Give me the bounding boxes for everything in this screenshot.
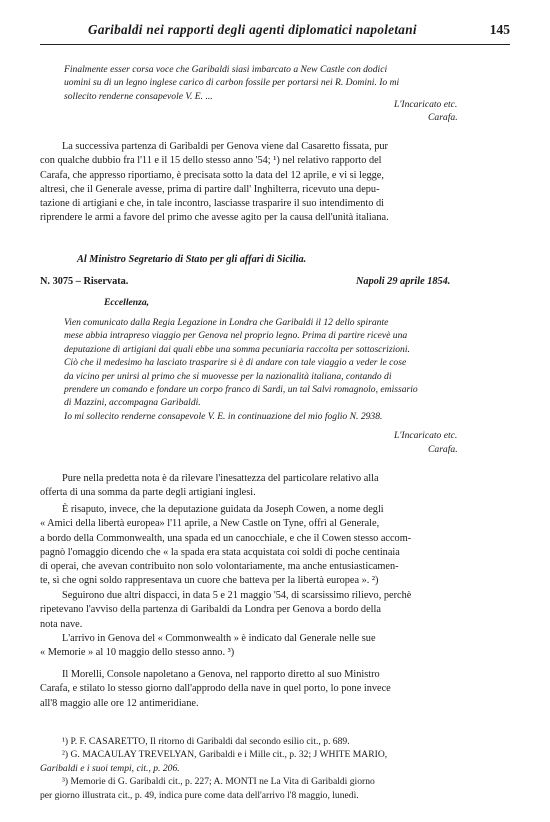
page-header [40,22,510,45]
text-line: L'arrivo in Genova del « Commonwealth » è indicato dal Generale nelle sue [62,633,376,644]
dispatch-number: N. 3075 – Riservata. [40,276,129,287]
body-paragraph [40,472,506,501]
dispatch-line: deputazione di artigiani dai quali ebbe una somma pecuniaria raccolta per sottoscrizioni. [64,343,410,355]
footnote-3-cont: per giorno illustrata cit., p. 49, indica pure come data dell'arrivo l'8 maggio, lunedì. [40,789,359,801]
footnote-1: ¹) P. F. CASARETTO, Il ritorno di Garibaldi dal secondo esilio cit., p. 689. [62,736,350,747]
dispatch-text [64,316,508,423]
text-line: pagnò l'omaggio dicendo che « la spada era stata acquistata coi soldi di poche centinaia [40,546,400,558]
text-line: Pure nella predetta nota è da rilevare l'inesattezza del particolare relativo alla [62,473,379,484]
text-line: a bordo della Commonwealth, una spada ed un canocchiale, e che il Cowen stesso accom- [40,532,412,544]
text-line: Carafa, e stilato lo stesso giorno dall'approdo della nave in quel porto, lo pone invece [40,683,391,695]
text-line: « Memorie » al 10 maggio dello stesso anno. ³) [40,647,235,659]
text-line: ripetevano l'avviso della partenza di Garibaldi da Londra per Genova a bordo della [40,604,381,616]
text-line: tazione di artigiani e che, in tale incontro, lasciasse trasparire il suo intendimento di [40,198,384,210]
dispatch-place-date: Napoli 29 aprile 1854. [356,276,451,287]
text-line: riprendere le armi a favore del primo che avesse agito per la causa dell'unità italiana. [40,212,389,224]
body-paragraph [40,140,506,226]
running-title: Garibaldi nei rapporti degli agenti diplomatici napoletani [88,22,417,37]
text-line: con qualche dubbio fra l'11 e il 15 dello stesso anno '54; ¹) nel relativo rapporto del [40,155,382,167]
text-line: « Amici della libertà europea» l'11 aprile, a New Castle on Tyne, offrì al Generale, [40,518,380,530]
footnotes [40,735,506,802]
quote-line: uomini su di un legno inglese carico di carbon fossile per portarsi nei R. Domini. Io mi [64,77,400,89]
text-line: Carafa, che appresso riportiamo, è precisata sotto la data del 12 aprile, e vi si legge, [40,169,384,181]
dispatch-addressee: Al Ministro Segretario di Stato per gli affari di Sicilia. [77,254,307,265]
dispatch-line: mese abbia intrapreso viaggio per Genova nel proprio legno. Prima di partire ricevè una [64,330,408,342]
body-paragraph [40,668,506,711]
dispatch-line: di Mazzini, accompagna Garibaldi. [64,397,201,409]
footnote-2-cont: Garibaldi e i suoi tempi, cit., p. 206. [40,762,180,774]
text-line: nota nave. [40,618,83,630]
dispatch-signature-name: Carafa. [428,444,458,455]
body-paragraph [40,632,506,661]
dispatch-line: Io mi sollecito renderne consapevole V. E. in continuazione del mio foglio N. 2938. [64,410,383,422]
text-line: È risaputo, invece, che la deputazione guidata da Joseph Cowen, a nome degli [62,504,384,515]
footnote-3: ³) Memorie di G. Garibaldi cit., p. 227; A. MONTI ne La Vita di Garibaldi giorno [62,776,375,788]
footnote-2: ²) G. MACAULAY TREVELYAN, Garibaldi e i Mille cit., p. 32; J WHITE MARIO, [62,749,388,761]
dispatch-line: Ciò che il medesimo ha lasciato trasparire si è di andare con tale viaggio a veder le cose [64,357,407,369]
dispatch-line: da vicino per unirsi al primo che si muovesse per la nazionalità italiana, contando di [64,370,392,382]
text-line: all'8 maggio alle ore 12 antimeridiane. [40,697,199,709]
text-line: di operai, che avevan contribuito non solo volontariamente, ma anche entusiasticamen- [40,561,399,573]
body-paragraph [40,503,506,589]
text-line: Seguirono due altri dispacci, in data 5 e 21 maggio '54, di scarsissimo rilievo, perchè [62,590,412,601]
dispatch-salutation: Eccellenza, [104,297,150,308]
quote-line: Finalmente esser corsa voce che Garibaldi siasi imbarcato a New Castle con dodici [64,64,388,75]
page-number: 145 [489,22,510,37]
text-line: te, sì che ogni soldo rappresentava un cuore che batteva per la libertà europea ». ²) [40,575,379,587]
text-line: altresì, che il Generale avesse, prima di partire dall' Inghilterra, ricevuto una depu- [40,183,380,195]
quote-signature-name: Carafa. [428,112,458,123]
text-line: La successiva partenza di Garibaldi per Genova viene dal Casaretto fissata, pur [62,141,388,152]
dispatch-line: prendere un comando e fondare un corpo franco di Sardi, un tal Salvi romagnolo, emissario [64,384,418,396]
body-paragraph [40,589,506,632]
text-line: Il Morelli, Console napoletano a Genova, nel rapporto diretto al suo Ministro [62,669,380,680]
quote-signature-title: L'Incaricato etc. [394,99,458,110]
dispatch-signature-title: L'Incaricato etc. [394,430,458,441]
dispatch-line: Vien comunicato dalla Regia Legazione in Londra che Garibaldi il 12 dello spirante [64,317,389,328]
text-line: offerta di una somma da parte degli artigiani inglesi. [40,487,256,499]
quote-line: sollecito renderne consapevole V. E. ... [64,90,213,102]
